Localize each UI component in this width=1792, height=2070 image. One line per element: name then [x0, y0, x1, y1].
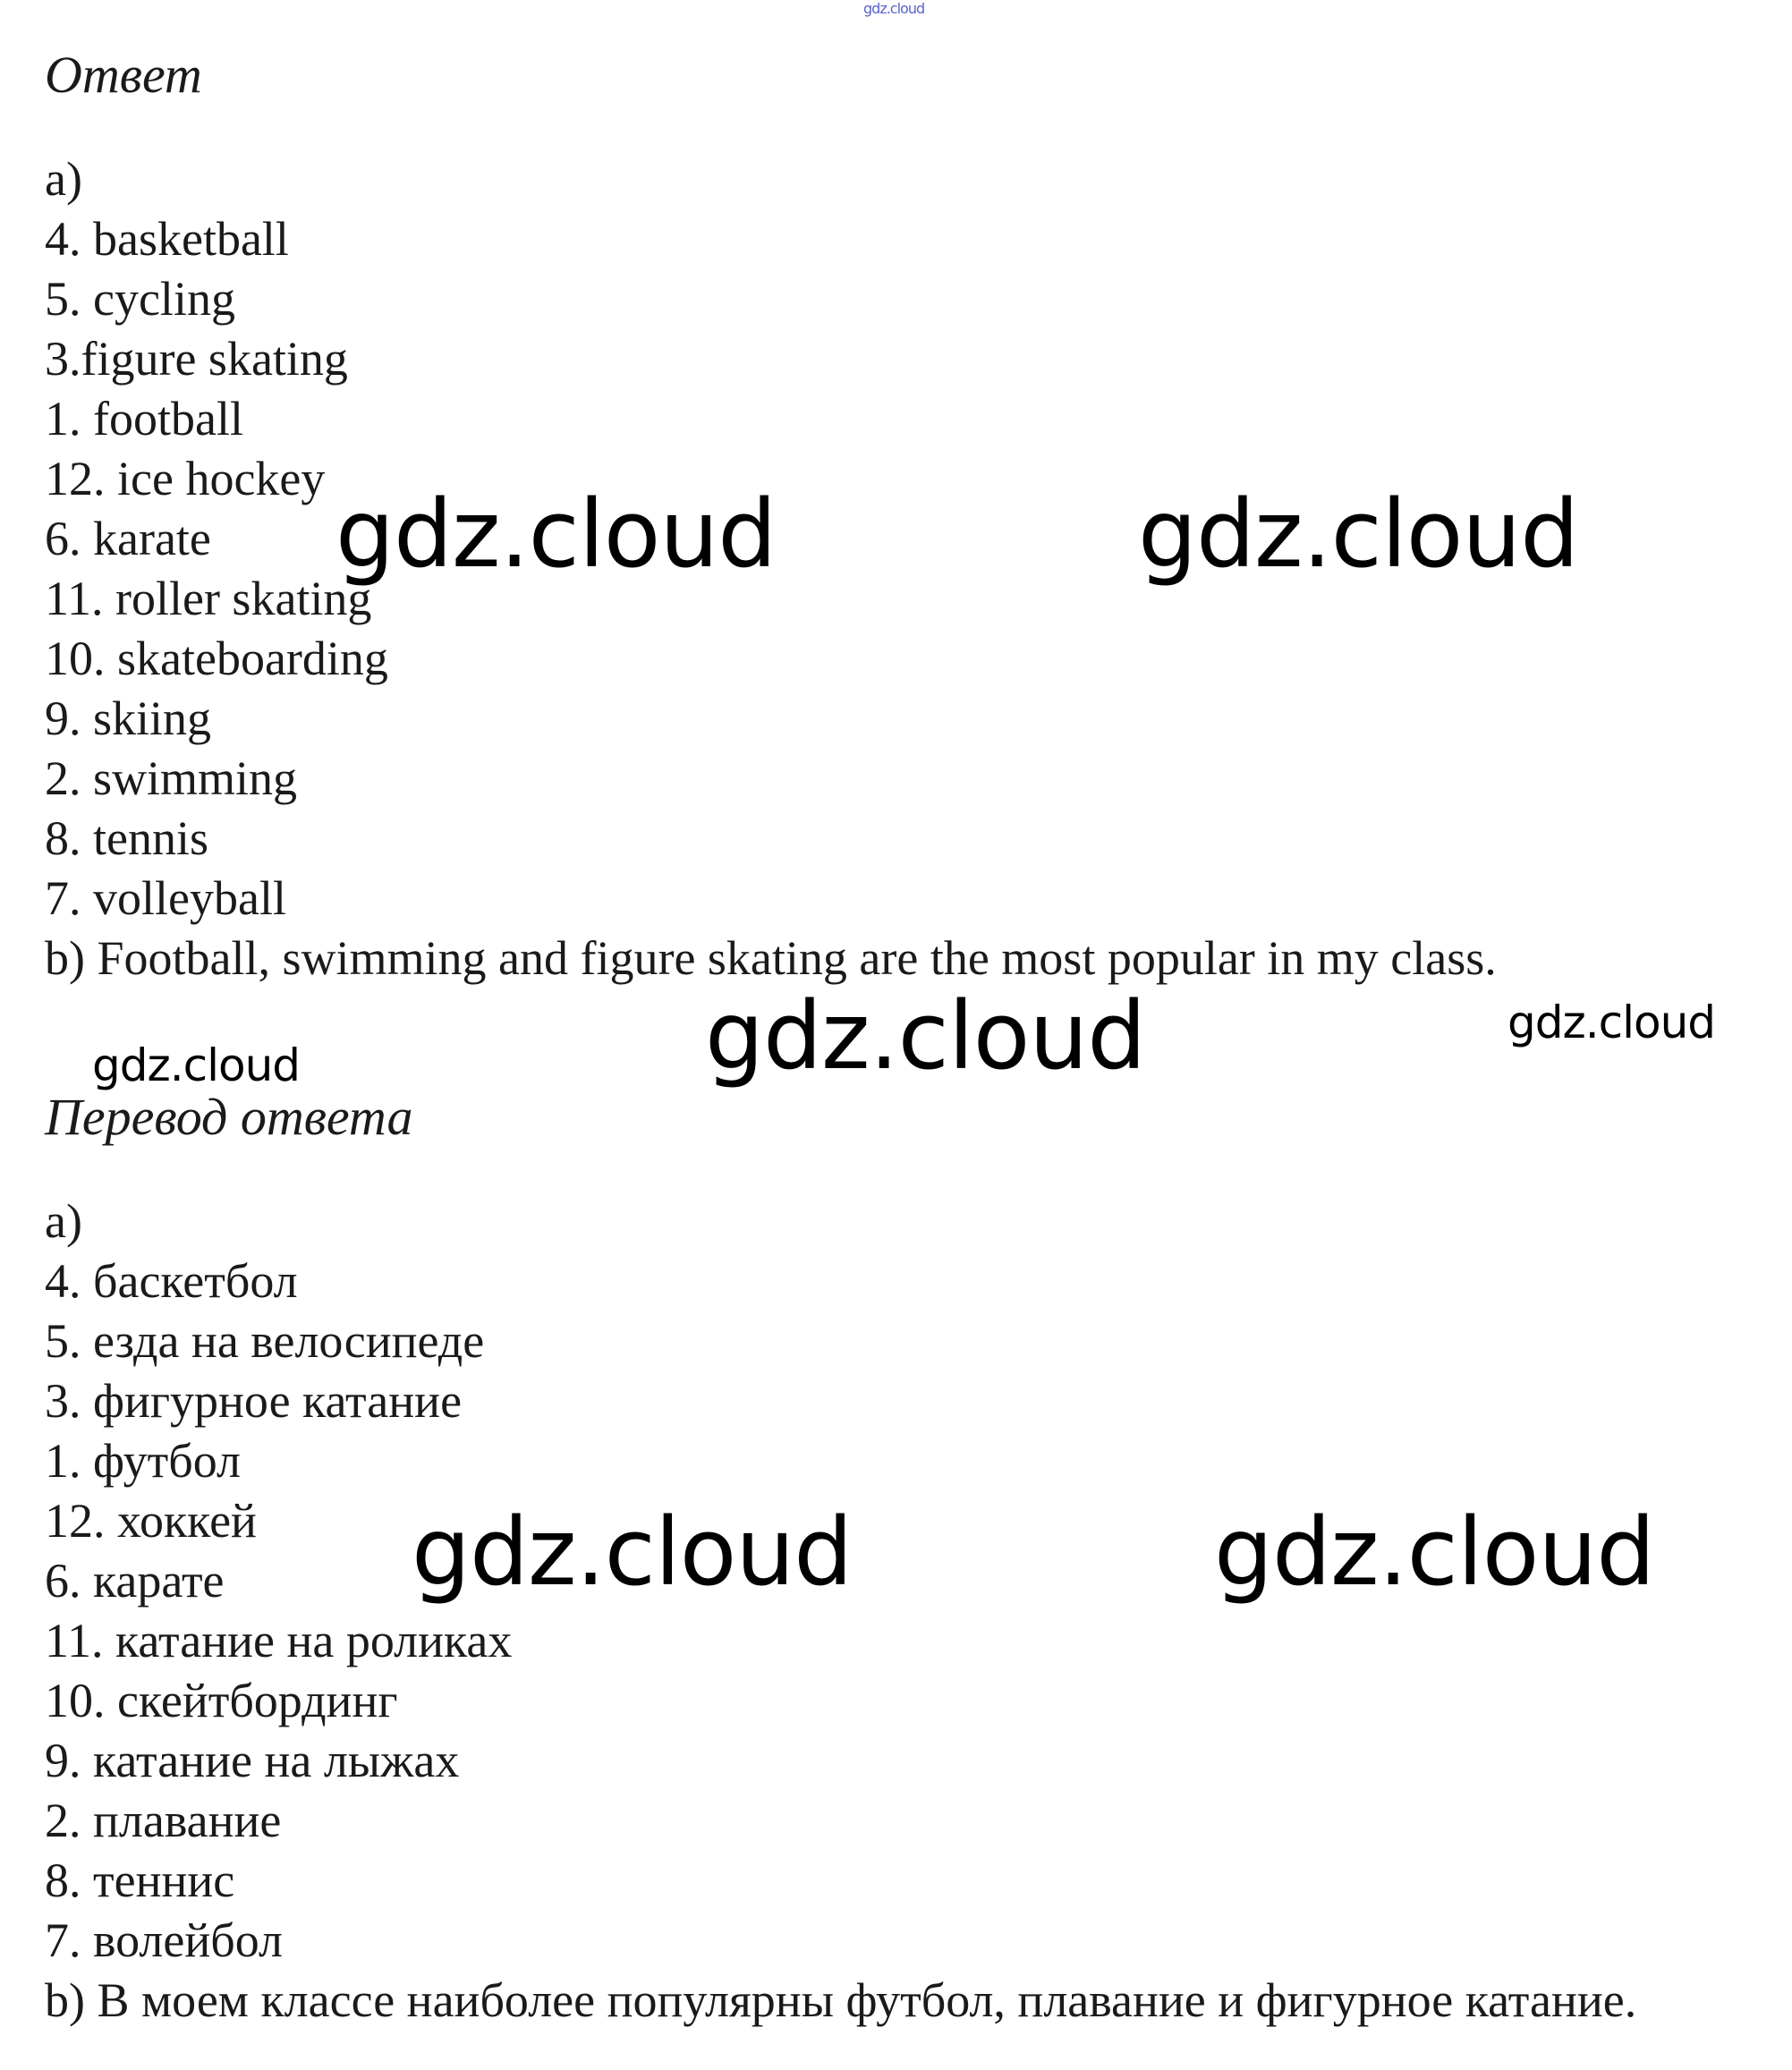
watermark: gdz.cloud	[1214, 1497, 1655, 1607]
watermark: gdz.cloud	[1138, 479, 1579, 589]
watermark: gdz.cloud	[335, 479, 777, 589]
answer-item: 3.figure skating	[45, 332, 348, 386]
watermark: gdz.cloud	[92, 1039, 301, 1091]
answer-item: 12. ice hockey	[45, 452, 326, 505]
answer-item: 1. football	[45, 392, 243, 445]
watermark: gdz.cloud	[705, 981, 1146, 1090]
answer-item: 2. swimming	[45, 751, 298, 805]
translation-item: 9. катание на лыжах	[45, 1734, 460, 1787]
translation-heading: Перевод ответа	[45, 1088, 413, 1146]
watermark: gdz.cloud	[1507, 997, 1716, 1048]
answer-item: 4. basketball	[45, 212, 289, 266]
answer-item: 10. skateboarding	[45, 632, 388, 685]
spacer	[45, 105, 1762, 149]
answer-item: 8. tennis	[45, 811, 208, 865]
answer-item: 7. volleyball	[45, 871, 286, 925]
translation-item: 12. хоккей	[45, 1494, 257, 1548]
translation-item: 11. катание на роликах	[45, 1614, 513, 1667]
answer-item: 5. cycling	[45, 272, 235, 326]
translation-part-a-label: а)	[45, 1194, 82, 1248]
watermark-top: gdz.cloud	[863, 0, 925, 17]
translation-item: 5. езда на велосипеде	[45, 1314, 485, 1368]
answer-item: 11. roller skating	[45, 572, 372, 625]
translation-item: 1. футбол	[45, 1434, 241, 1488]
translation-item: 2. плавание	[45, 1794, 282, 1847]
answer-heading: Ответ	[45, 46, 202, 104]
watermark: gdz.cloud	[412, 1497, 853, 1607]
answer-item: 6. karate	[45, 512, 211, 565]
translation-part-b: b) В моем классе наиболее популярны футбол, плавание и фигурное катание.	[45, 1973, 1637, 2027]
translation-item: 3. фигурное катание	[45, 1374, 463, 1428]
answer-part-b: b) Football, swimming and figure skating are the most popular in my class.	[45, 931, 1497, 985]
answer-part-a-label: a)	[45, 152, 82, 206]
translation-item: 10. скейтбординг	[45, 1674, 398, 1727]
translation-item: 7. волейбол	[45, 1913, 283, 1967]
spacer	[45, 1147, 1762, 1192]
translation-item: 6. карате	[45, 1554, 225, 1608]
answer-item: 9. skiing	[45, 691, 212, 745]
translation-item: 8. теннис	[45, 1854, 235, 1907]
translation-item: 4. баскетбол	[45, 1254, 298, 1308]
